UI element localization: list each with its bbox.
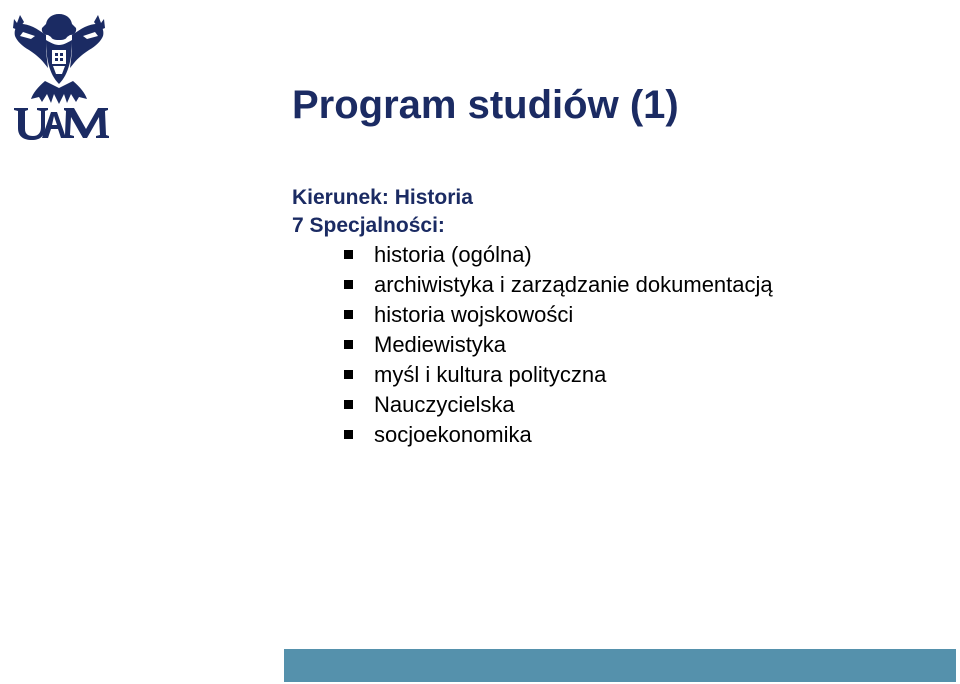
list-item: archiwistyka i zarządzanie dokumentacją: [292, 270, 932, 300]
specialties-list: [292, 240, 932, 450]
list-item: socjoekonomika: [292, 420, 932, 450]
specialties-heading: 7 Specjalności:: [292, 214, 445, 237]
slide-title: Program studiów (1): [292, 83, 679, 127]
eagle-icon: [6, 8, 112, 140]
list-item: myśl i kultura polityczna: [292, 360, 932, 390]
slide-content: [292, 184, 932, 450]
footer-bar: [284, 649, 956, 682]
uam-logo: [6, 8, 112, 140]
list-item: Nauczycielska: [292, 390, 932, 420]
list-item: Mediewistyka: [292, 330, 932, 360]
list-item: historia wojskowości: [292, 300, 932, 330]
list-item: historia (ogólna): [292, 240, 932, 270]
field-of-study: Kierunek: Historia: [292, 186, 473, 209]
